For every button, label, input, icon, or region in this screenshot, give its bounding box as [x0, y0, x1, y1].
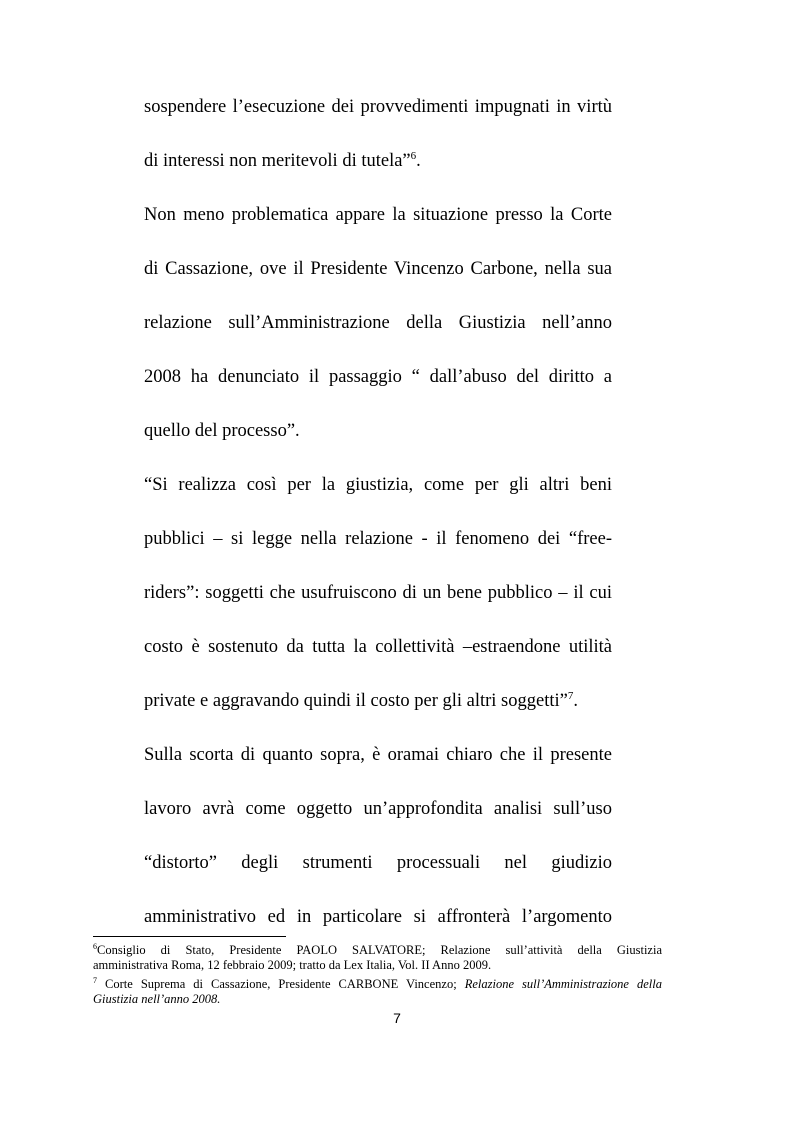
footnote-6-line-2: amministrativa Roma, 12 febbraio 2009; tratto da Lex Italia, Vol. II Anno 2009. [93, 958, 492, 972]
body-line: amministrativo ed in particolare si affronterà l’argomento [144, 907, 612, 927]
footnote-7-line-2: Giustizia nell’anno 2008. [93, 992, 221, 1006]
body-line [144, 150, 612, 172]
footnote-6-line-1 [93, 943, 662, 958]
body-line: riders”: soggetti che usufruiscono di un bene pubblico – il cui [144, 583, 612, 603]
body-line-text: private e aggravando quindi il costo per gli altri soggetti” [144, 691, 568, 711]
footnote-7-text: Corte Suprema di Cassazione, Presidente CARBONE Vincenzo; [97, 977, 465, 991]
body-line [144, 690, 612, 712]
body-line: “Si realizza così per la giustizia, come per gli altri beni [144, 475, 612, 495]
body-line: 2008 ha denunciato il passaggio “ dall’abuso del diritto a [144, 367, 612, 387]
footnote-6-number: 6 [93, 942, 97, 951]
body-line: sospendere l’esecuzione dei provvedimenti impugnati in virtù [144, 97, 612, 117]
footnote-7-title: Relazione sull’Amministrazione della [464, 977, 662, 991]
body-line: costo è sostenuto da tutta la collettività –estraendone utilità [144, 637, 612, 657]
body-line: relazione sull’Amministrazione della Giustizia nell’anno [144, 313, 612, 333]
body-line: lavoro avrà come oggetto un’approfondita analisi sull’uso [144, 799, 612, 819]
page-number: 7 [393, 1010, 401, 1026]
body-line-period: . [416, 151, 421, 171]
footnote-ref-7[interactable]: 7 [567, 690, 574, 702]
footnote-ref-6[interactable]: 6 [410, 150, 417, 162]
body-line-period: . [573, 691, 578, 711]
body-line: Non meno problematica appare la situazione presso la Corte [144, 205, 612, 225]
footnote-6 [93, 943, 662, 973]
footnote-7-line-1 [93, 977, 662, 992]
body-line: quello del processo”. [144, 421, 300, 441]
body-line: di Cassazione, ove il Presidente Vincenzo Carbone, nella sua [144, 259, 612, 279]
footnote-separator [93, 936, 286, 937]
body-line: Sulla scorta di quanto sopra, è oramai chiaro che il presente [144, 745, 612, 765]
footnote-6-text: Consiglio di Stato, Presidente PAOLO SALVATORE; Relazione sull’attività della Giustizia [97, 943, 662, 957]
footnote-7-number: 7 [93, 976, 97, 985]
body-line: pubblici – si legge nella relazione - il fenomeno dei “free- [144, 529, 612, 549]
body-line-text: di interessi non meritevoli di tutela” [144, 151, 411, 171]
body-line: “distorto” degli strumenti processuali nel giudizio [144, 853, 612, 873]
footnote-7 [93, 977, 662, 1007]
